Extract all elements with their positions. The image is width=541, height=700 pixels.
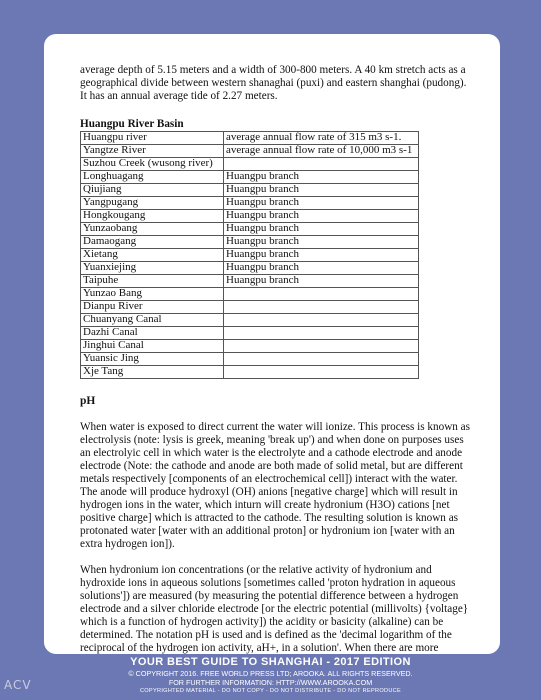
table-cell-name: Longhuagang	[81, 171, 224, 184]
footer-notice: COPYRIGHTED MATERIAL - DO NOT COPY - DO NOT DISTRIBUTE - DO NOT REPRODUCE	[139, 688, 402, 694]
table-cell-note: Huangpu branch	[224, 262, 419, 275]
table-cell-name: Damaogang	[81, 236, 224, 249]
table-cell-name: Xje Tang	[81, 366, 224, 379]
table-row	[81, 158, 419, 171]
table-cell-name: Dazhi Canal	[81, 327, 224, 340]
table-row	[81, 262, 419, 275]
table-cell-note: Huangpu branch	[224, 184, 419, 197]
table-row	[81, 236, 419, 249]
table-heading: Huangpu River Basin	[80, 118, 184, 130]
table-row	[81, 314, 419, 327]
table-row	[81, 275, 419, 288]
table-cell-name: Qiujiang	[81, 184, 224, 197]
page-footer	[0, 656, 541, 695]
table-row	[81, 223, 419, 236]
table-cell-note: Huangpu branch	[224, 275, 419, 288]
ph-heading: pH	[80, 395, 96, 407]
table-row	[81, 197, 419, 210]
table-cell-name: Yangtze River	[81, 145, 224, 158]
table-row	[81, 340, 419, 353]
footer-info: FOR FURTHER INFORMATION: HTTP://WWW.AROOKA.COM	[168, 678, 373, 687]
table-cell-name: Yunzaobang	[81, 223, 224, 236]
table-row	[81, 145, 419, 158]
table-cell-note	[224, 366, 419, 379]
river-basin-table	[80, 131, 419, 379]
table-row	[81, 210, 419, 223]
table-cell-note: Huangpu branch	[224, 197, 419, 210]
table-cell-name: Yuansic Jing	[81, 353, 224, 366]
footer-copyright: © COPYRIGHT 2016. FREE WORLD PRESS LTD; AROOKA. ALL RIGHTS RESERVED.	[128, 669, 413, 678]
intro-paragraph: average depth of 5.15 meters and a width of 300-800 meters. A 40 km stretch acts as a geographical divide between western shanaghai (puxi) and eastern shanghai (pudong). It has an annual average tide of 2.27 meters.	[80, 64, 467, 102]
table-cell-name: Hongkougang	[81, 210, 224, 223]
table-cell-note	[224, 288, 419, 301]
table-cell-name: Jinghui Canal	[81, 340, 224, 353]
table-row	[81, 249, 419, 262]
table-row	[81, 132, 419, 145]
table-cell-note: Huangpu branch	[224, 249, 419, 262]
table-cell-name: Chuanyang Canal	[81, 314, 224, 327]
table-cell-note	[224, 353, 419, 366]
hydronium-paragraph: When hydronium ion concentrations (or the relative activity of hydronium and hydroxide ions in aqueous solutions [sometimes called 'proton hydration in aqueous solutions']) are measured (by measuring the potential difference between a hydrogen electrode and a silver chloride electrode [or the electric potential (millivolts) {voltage} which is a function of hydrogen activity]) the acidity or basicity (alkaline) can be determined. The notation pH is used and is defined as the 'decimal logarithm of the reciprocal of the hydrogen ion activity, aH+, in a solution'. When there are more	[80, 564, 469, 654]
table-cell-name: Yunzao Bang	[81, 288, 224, 301]
table-cell-name: Xietang	[81, 249, 224, 262]
table-cell-note	[224, 314, 419, 327]
table-cell-note: average annual flow rate of 315 m3 s-1.	[224, 132, 419, 145]
table-row	[81, 301, 419, 314]
table-row	[81, 366, 419, 379]
table-cell-name: Suzhou Creek (wusong river)	[81, 158, 224, 171]
watermark: ACV	[4, 678, 32, 692]
table-cell-note: Huangpu branch	[224, 236, 419, 249]
table-row	[81, 288, 419, 301]
table-cell-note	[224, 301, 419, 314]
table-cell-note	[224, 327, 419, 340]
table-cell-name: Yuanxiejing	[81, 262, 224, 275]
table-cell-note: average annual flow rate of 10,000 m3 s-1	[224, 145, 419, 158]
river-basin-table-body	[81, 132, 419, 379]
table-cell-note	[224, 158, 419, 171]
table-cell-name: Dianpu River	[81, 301, 224, 314]
table-cell-name: Huangpu river	[81, 132, 224, 145]
document-page	[44, 34, 500, 654]
table-row	[81, 353, 419, 366]
table-cell-note: Huangpu branch	[224, 171, 419, 184]
footer-title: YOUR BEST GUIDE TO SHANGHAI - 2017 EDITION	[130, 656, 411, 668]
table-cell-note: Huangpu branch	[224, 210, 419, 223]
table-row	[81, 171, 419, 184]
electrolysis-paragraph: When water is exposed to direct current the water will ionize. This process is known as electrolysis (note: lysis is greek, meaning 'break up') and when done on purposes uses an electrolyic cell in which water is the electrolyte and a cathode electrode and anode electrode (Note: the cathode and anode are both made of solid metal, but are different metals respectively [components of an electrochemical cell]) interact with the water. The anode will produce hydroxyl (OH) anions [negative charge] which will result in hydrogen ions in the water, which inturn will create hydronium (H3O) cations [net positive charge] which is attracted to the cathode. The resulting solution is known as protonated water [water with an additional proton] or hydronium ion [water with an extra hydrogen ion]).	[80, 421, 470, 550]
table-cell-name: Yangpugang	[81, 197, 224, 210]
table-cell-note: Huangpu branch	[224, 223, 419, 236]
table-cell-note	[224, 340, 419, 353]
table-row	[81, 184, 419, 197]
table-row	[81, 327, 419, 340]
table-cell-name: Taipuhe	[81, 275, 224, 288]
